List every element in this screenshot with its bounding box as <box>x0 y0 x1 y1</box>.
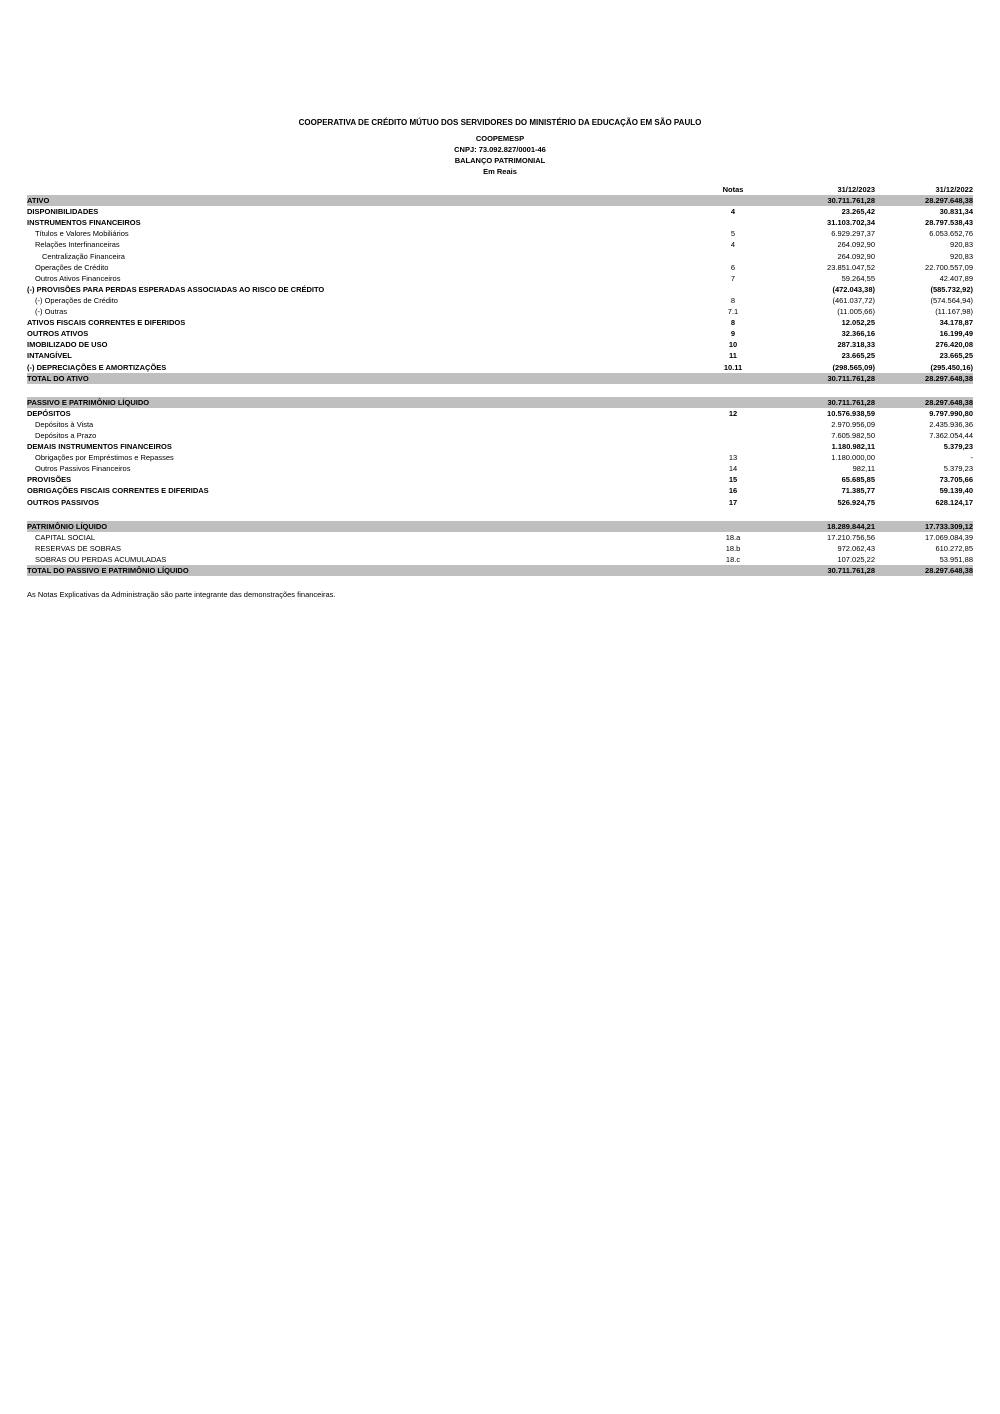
row-value-2022: 628.124,17 <box>935 497 973 507</box>
row-value-2023: 982,11 <box>852 464 875 474</box>
row-value-2022: 2.435.936,36 <box>929 419 973 429</box>
row-value-2022: 22.700.557,09 <box>925 262 973 272</box>
table-row <box>27 217 973 228</box>
row-value-2023: (11.005,66) <box>837 307 875 317</box>
row-label: (-) Operações de Crédito <box>35 295 118 305</box>
row-value-2023: 30.711.761,28 <box>827 373 875 383</box>
row-note: 8 <box>730 295 736 305</box>
row-label: Operações de Crédito <box>35 262 109 272</box>
row-note: 5 <box>730 229 736 239</box>
row-value-2023: 31.103.702,34 <box>827 218 875 228</box>
row-note: 9 <box>730 329 736 339</box>
row-value-2022: 5.379,23 <box>943 464 973 474</box>
table-row <box>27 397 973 408</box>
table-row <box>27 228 973 239</box>
table-row <box>27 554 973 565</box>
table-row <box>27 206 973 217</box>
row-value-2022: 34.178,87 <box>939 318 973 328</box>
row-value-2022: 920,83 <box>950 251 973 261</box>
table-body <box>27 195 973 576</box>
row-note: 15 <box>728 475 738 485</box>
row-label: Obrigações por Empréstimos e Repasses <box>35 453 174 463</box>
row-value-2022: 610.272,85 <box>935 543 973 553</box>
table-row <box>27 195 973 206</box>
table-row <box>27 350 973 361</box>
cnpj: CNPJ: 73.092.827/0001-46 <box>454 145 546 154</box>
row-value-2022: - <box>970 453 973 463</box>
row-label: (-) PROVISÕES PARA PERDAS ESPERADAS ASSOCIADAS AO RISCO DE CRÉDITO <box>27 284 325 294</box>
row-value-2022: 53.951,88 <box>939 554 973 564</box>
row-value-2022: 28.797.538,43 <box>925 218 973 228</box>
row-value-2023: 12.052,25 <box>841 318 875 328</box>
row-label: ATIVOS FISCAIS CORRENTES E DIFERIDOS <box>27 318 186 328</box>
table-row <box>27 317 973 328</box>
row-note: 10.11 <box>723 362 743 372</box>
row-value-2022: 276.420,08 <box>935 340 973 350</box>
row-value-2023: 17.210.756,56 <box>827 532 875 542</box>
row-value-2023: 30.711.761,28 <box>827 397 875 407</box>
table-header-row <box>27 184 973 195</box>
row-value-2022: 9.797.990,80 <box>929 408 973 418</box>
row-value-2022: 42.407,89 <box>939 273 973 283</box>
row-value-2023: 264.092,90 <box>837 240 875 250</box>
row-note: 10 <box>728 340 738 350</box>
row-value-2023: 59.264,55 <box>841 273 875 283</box>
row-note: 7.1 <box>727 307 739 317</box>
row-label: OBRIGAÇÕES FISCAIS CORRENTES E DIFERIDAS <box>27 486 209 496</box>
row-value-2023: 30.711.761,28 <box>827 196 875 206</box>
row-note: 12 <box>728 408 738 418</box>
row-note: 17 <box>728 497 738 507</box>
row-value-2023: 6.929.297,37 <box>831 229 875 239</box>
row-value-2022: 28.297.648,38 <box>925 373 973 383</box>
row-label: PATRIMÔNIO LÍQUIDO <box>27 521 108 531</box>
row-note: 4 <box>730 207 736 217</box>
table-row <box>27 474 973 485</box>
row-label: RESERVAS DE SOBRAS <box>35 543 122 553</box>
table-row <box>27 273 973 284</box>
row-label: Outros Passivos Financeiros <box>35 464 131 474</box>
table-row <box>27 565 973 576</box>
row-label: Títulos e Valores Mobiliários <box>35 229 129 239</box>
row-label: DEPÓSITOS <box>27 408 71 418</box>
row-value-2022: 28.297.648,38 <box>925 566 973 575</box>
table-row <box>27 408 973 419</box>
row-value-2023: 32.366,16 <box>841 329 875 339</box>
row-note: 14 <box>728 464 738 474</box>
row-note: 6 <box>730 262 736 272</box>
row-label: Depósitos a Prazo <box>35 430 97 440</box>
row-value-2022: 73.705,66 <box>939 475 973 485</box>
row-value-2022: 17.069.084,39 <box>925 532 973 542</box>
row-value-2023: 526.924,75 <box>837 497 875 507</box>
row-value-2023: 107.025,22 <box>837 554 875 564</box>
row-note: 13 <box>728 453 738 463</box>
table-row <box>27 239 973 250</box>
table-row <box>27 543 973 554</box>
row-value-2023: (298.565,09) <box>832 362 875 372</box>
row-value-2023: (472.043,38) <box>832 284 875 294</box>
row-label: DISPONIBILIDADES <box>27 207 99 217</box>
table-row <box>27 463 973 474</box>
row-value-2022: 17.733.309,12 <box>925 521 973 531</box>
table-row <box>27 419 973 430</box>
row-label: (-) Outras <box>35 307 68 317</box>
table-row <box>27 532 973 543</box>
row-value-2022: (295.450,16) <box>930 362 973 372</box>
row-value-2023: 71.385,77 <box>841 486 875 496</box>
row-label: Outros Ativos Financeiros <box>35 273 121 283</box>
table-row <box>27 262 973 273</box>
row-value-2023: 1.180.000,00 <box>831 453 875 463</box>
row-label: PROVISÕES <box>27 475 72 485</box>
footnote: As Notas Explicativas da Administração são parte integrante das demonstrações financeiras. <box>27 590 336 600</box>
table-row <box>27 430 973 441</box>
row-value-2022: (11.167,98) <box>935 307 973 317</box>
col-header-notas: Notas <box>722 185 744 194</box>
col-header-2022: 31/12/2022 <box>935 185 973 194</box>
row-value-2023: 2.970.956,09 <box>831 419 875 429</box>
row-label: ATIVO <box>27 196 50 206</box>
row-label: TOTAL DO ATIVO <box>27 373 89 383</box>
row-note: 18.c <box>725 554 741 564</box>
row-value-2023: 10.576.938,59 <box>827 408 875 418</box>
table-row <box>27 441 973 452</box>
row-label: INTANGÍVEL <box>27 351 72 361</box>
row-note: 18.b <box>725 543 741 553</box>
table-row <box>27 362 973 373</box>
currency-note: Em Reais <box>483 167 517 176</box>
company-short-name: COOPEMESP <box>475 134 525 143</box>
row-value-2022: 30.831,34 <box>939 207 973 217</box>
row-value-2022: 59.139,40 <box>939 486 973 496</box>
table-row <box>27 284 973 295</box>
row-value-2022: 7.362.054,44 <box>929 430 973 440</box>
row-label: Centralização Financeira <box>42 251 125 261</box>
row-note: 16 <box>728 486 738 496</box>
row-label: Depósitos à Vista <box>35 419 94 429</box>
row-label: DEMAIS INSTRUMENTOS FINANCEIROS <box>27 442 172 452</box>
table-row <box>27 295 973 306</box>
row-value-2022: 28.297.648,38 <box>925 196 973 206</box>
row-value-2022: 5.379,23 <box>943 442 973 452</box>
document-header <box>0 0 1000 177</box>
table-row <box>27 485 973 496</box>
table-row <box>27 251 973 262</box>
table-row <box>27 339 973 350</box>
table-row <box>27 452 973 463</box>
row-value-2023: 23.851.047,52 <box>827 262 875 272</box>
row-value-2023: 30.711.761,28 <box>827 566 875 575</box>
company-name: COOPERATIVA DE CRÉDITO MÚTUO DOS SERVIDORES DO MINISTÉRIO DA EDUCAÇÃO EM SÃO PAULO <box>298 118 702 127</box>
row-value-2023: 18.289.844,21 <box>827 521 875 531</box>
row-value-2023: 1.180.982,11 <box>831 442 875 452</box>
row-label: CAPITAL SOCIAL <box>35 532 96 542</box>
statement-title: BALANÇO PATRIMONIAL <box>454 156 546 165</box>
table-row <box>27 373 973 384</box>
row-label: IMOBILIZADO DE USO <box>27 340 108 350</box>
row-label: INSTRUMENTOS FINANCEIROS <box>27 218 141 228</box>
row-note: 4 <box>730 240 736 250</box>
row-value-2022: 16.199,49 <box>939 329 973 339</box>
row-value-2023: 23.265,42 <box>841 207 875 217</box>
row-value-2023: 264.092,90 <box>837 251 875 261</box>
row-label: PASSIVO E PATRIMÔNIO LÍQUIDO <box>27 397 150 407</box>
row-value-2023: 23.665,25 <box>841 351 875 361</box>
table-row <box>27 521 973 532</box>
row-note: 18.a <box>725 532 741 542</box>
row-label: (-) DEPRECIAÇÕES E AMORTIZAÇÕES <box>27 362 167 372</box>
table-row <box>27 306 973 317</box>
row-value-2022: (585.732,92) <box>930 284 973 294</box>
row-value-2022: 920,83 <box>950 240 973 250</box>
row-value-2022: 6.053.652,76 <box>929 229 973 239</box>
row-label: TOTAL DO PASSIVO E PATRIMÔNIO LÍQUIDO <box>27 566 189 575</box>
row-label: Relações Interfinanceiras <box>35 240 120 250</box>
row-note: 11 <box>729 351 737 361</box>
row-label: SOBRAS OU PERDAS ACUMULADAS <box>35 554 167 564</box>
row-note: 8 <box>730 318 736 328</box>
row-value-2023: 7.605.982,50 <box>831 430 875 440</box>
row-value-2023: 287.318,33 <box>837 340 875 350</box>
row-value-2022: 23.665,25 <box>939 351 973 361</box>
balance-table <box>27 184 973 576</box>
row-label: OUTROS PASSIVOS <box>27 497 99 507</box>
row-value-2023: 972.062,43 <box>837 543 875 553</box>
row-label: OUTROS ATIVOS <box>27 329 89 339</box>
row-value-2022: 28.297.648,38 <box>925 397 973 407</box>
table-row <box>27 328 973 339</box>
row-value-2022: (574.564,94) <box>930 295 973 305</box>
row-note: 7 <box>730 273 736 283</box>
row-value-2023: (461.037,72) <box>832 295 875 305</box>
col-header-2023: 31/12/2023 <box>837 185 875 194</box>
row-value-2023: 65.685,85 <box>841 475 875 485</box>
table-row <box>27 497 973 508</box>
